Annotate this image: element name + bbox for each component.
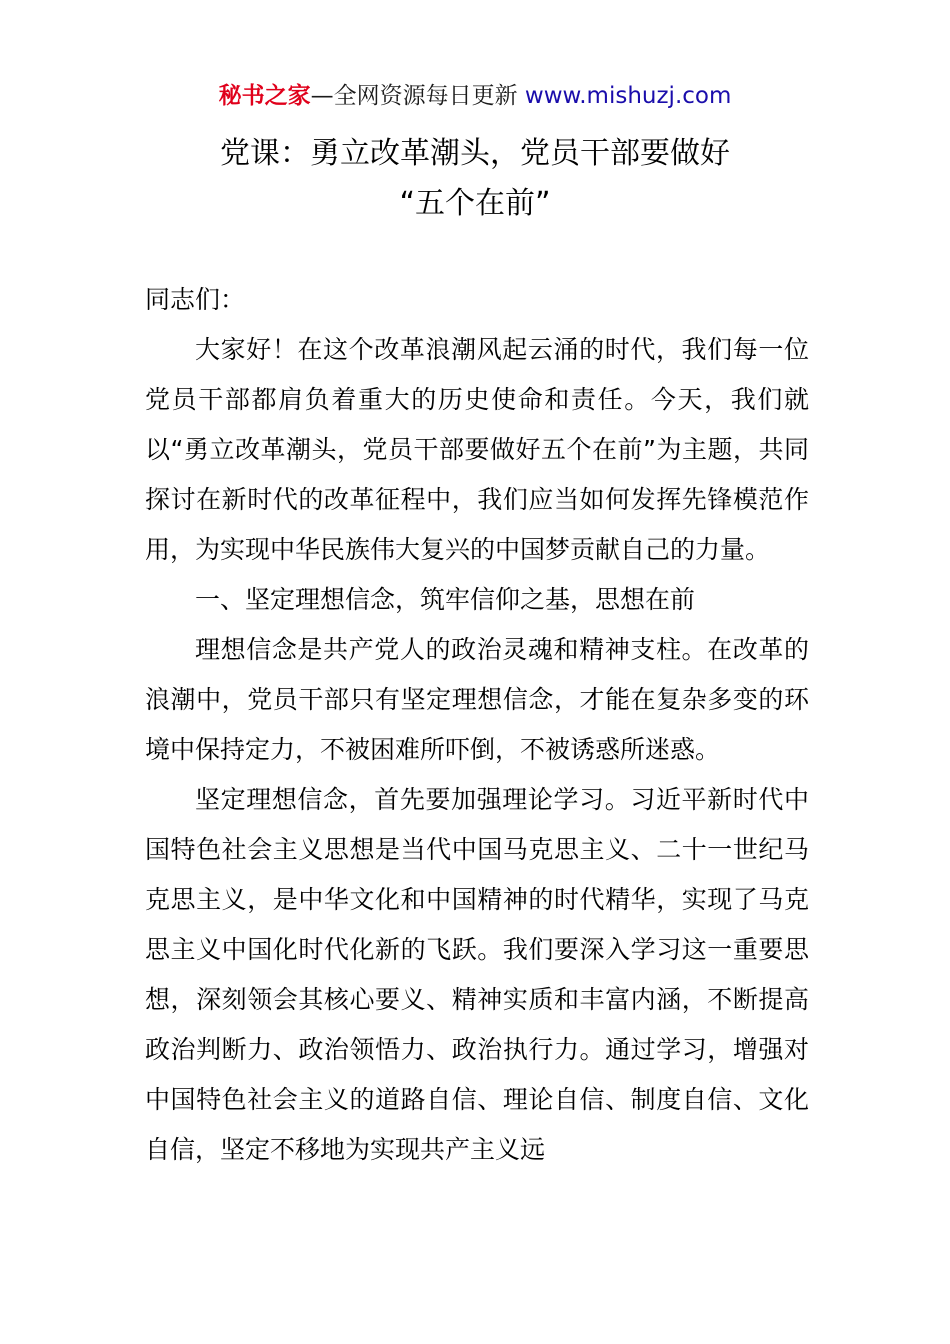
- brand-name: 秘书之家: [218, 83, 311, 109]
- greeting: 同志们：: [145, 285, 246, 314]
- doc-title-line1: 党课：勇立改革潮头，党员干部要做好: [220, 136, 730, 171]
- site-url[interactable]: www.mishuzj.com: [524, 83, 732, 109]
- header-tagline: —全网资源每日更新: [310, 83, 525, 109]
- paragraph-3: 坚定理想信念，首先要加强理论学习。习近平新时代中国特色社会主义思想是当代中国马克思主义、二十一世纪马克思主义，是中华文化和中国精神的时代精华，实现了马克思主义中国化时代化新的飞跃。我们要深入学习这一重要思想，深刻领会其核心要义、精神实质和丰富内涵，不断提高政治判断力、政治领悟力、政治执行力。通过学习，增强对中国特色社会主义的道路自信、理论自信、制度自信、文化自信，坚定不移地为实现共产主义远: [145, 785, 809, 1164]
- paragraph-2: 理想信念是共产党人的政治灵魂和精神支柱。在改革的浪潮中，党员干部只有坚定理想信念，才能在复杂多变的环境中保持定力，不被困难所吓倒，不被诱惑所迷惑。: [145, 635, 809, 764]
- paragraph-intro: 大家好！在这个改革浪潮风起云涌的时代，我们每一位党员干部都肩负着重大的历史使命和责任。今天，我们就以“勇立改革潮头，党员干部要做好五个在前”为主题，共同探讨在新时代的改革征程中，我们应当如何发挥先锋模范作用，为实现中华民族伟大复兴的中国梦贡献自己的力量。: [145, 335, 809, 564]
- doc-body: [145, 275, 809, 1175]
- site-header: [0, 80, 950, 112]
- doc-title-line2: “五个在前”: [399, 186, 551, 221]
- section-heading-1: 一、坚定理想信念，筑牢信仰之基，思想在前: [195, 585, 696, 614]
